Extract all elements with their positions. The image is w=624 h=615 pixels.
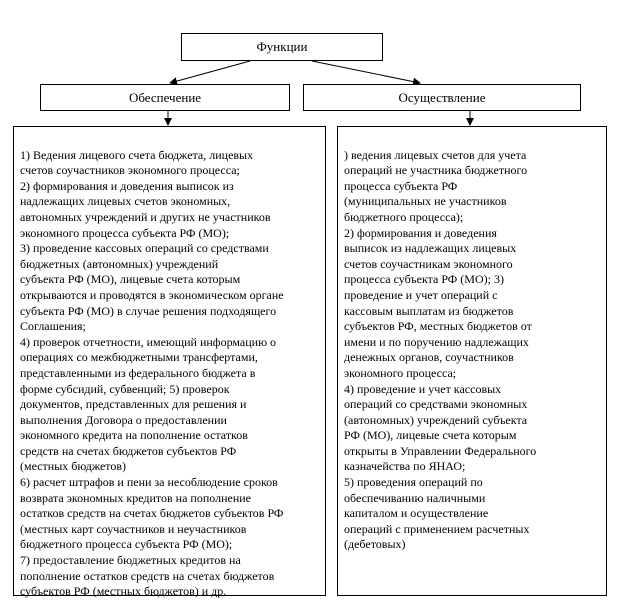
root-node-functions [181,33,383,61]
branch-node-label: Осуществление [398,89,486,105]
branch-node-provision [40,84,290,111]
arrow-root-to-left [170,61,250,83]
arrow-root-to-right [312,61,420,83]
execution-details-box [337,126,607,596]
branch-node-execution [303,84,581,111]
execution-details-text: ) ведения лицевых счетов для учета операций не участника бюджетного процесса субъекта РФ (муниципальных не участников бюджетного процесса); 2) формирования и доведения выписок из надлежащих лицевых счетов соучастникам экономного процесса субъекта РФ (МО); 3) проведение и учет операций с кассовым выплатам из бюджетов субъектов РФ, местных бюджетов от имени и по поручению надлежащих денежных органов, соучастников экономного процесса; 4) проведение и учет кассовых операций со средствами экономных (автономных) учреждений субъекта РФ (МО), лицевые счета которым открыты в Управлении Федерального казначейства по ЯНАО; 5) проведения операций по обеспечиванию наличными капиталом и осуществление операций с применением расчетных (дебетовых) [344,147,537,552]
provision-details-text: 1) Ведения лицевого счета бюджета, лицевых счетов соучастников экономного процесса; 2) формирования и доведения выписок из надлежащих лицевых счетов экономных, автономных учреждений и других не участников экономного процесса субъекта РФ (МО); 3) проведение кассовых операций со средствами бюджетных (автономных) учреждений субъекта РФ (МО), лицевые счета которым открываются и проводятся в экономическом органе субъекта РФ (МО) в случае решения подходящего Соглашения; 4) проверок отчетности, имеющий информацию о операциях со межбюджетными трансфертами, представленными из федерального бюджета в форме субсидий, субвенций; 5) проверок документов, представленных для решения и выполнения Договора о предоставлении экономного кредита на пополнение остатков средств на счетах бюджетов субъектов РФ (местных бюджетов) 6) расчет штрафов и пени за несоблюдение сроков возврата экономных кредитов на пополнение остатков средств на счетах бюджетов субъектов РФ (местных карт соучастников и неучастников бюджетного процесса субъекта РФ (МО); 7) предоставление бюджетных кредитов на пополнение остатков средств на счетах бюджетов субъектов РФ (местных бюджетов) и др. [20,147,284,599]
root-node-label: Функции [256,39,308,54]
branch-node-label: Обеспечение [128,89,202,105]
provision-details-box [13,126,326,599]
